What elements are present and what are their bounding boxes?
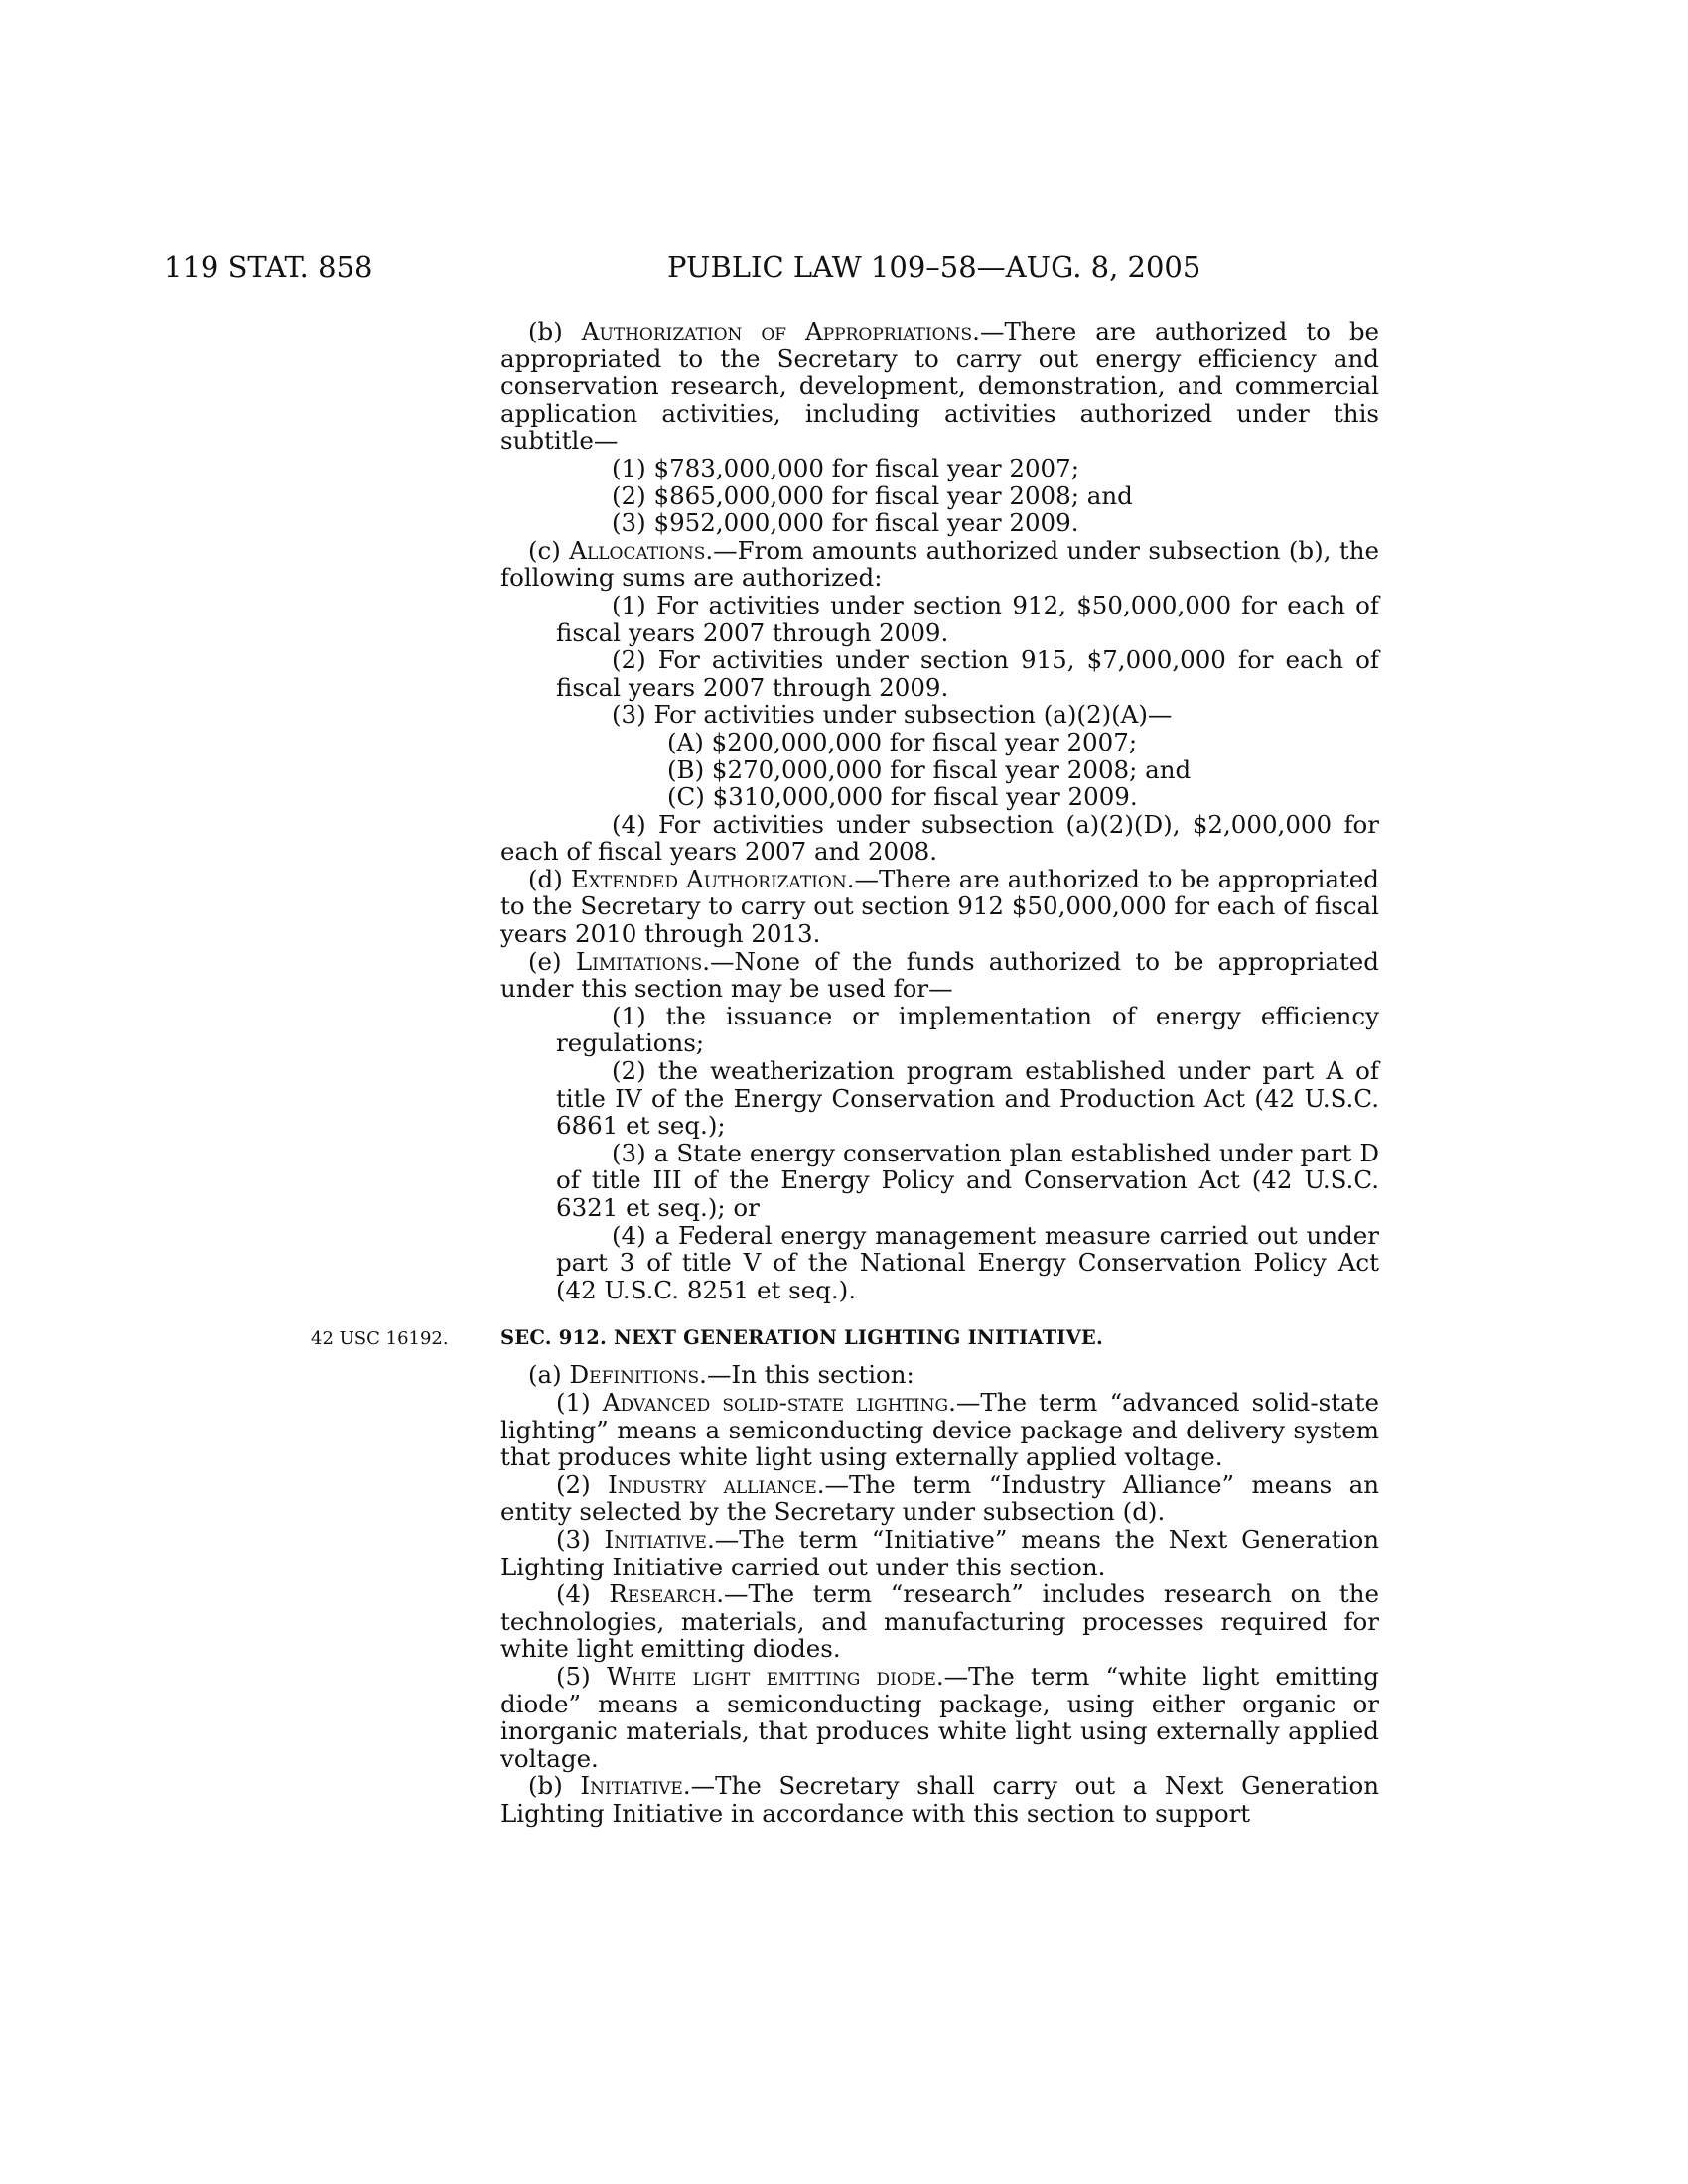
- subsection-b-heading: Authorization of Appropriations.: [581, 317, 980, 345]
- subsection-e-item-4: (4) a Federal energy management measure carried out under part 3 of title V of the National Energy Conservation Policy Act (42 U.S.C. 8251 et seq.).: [556, 1220, 1379, 1304]
- subsection-e-heading: Limitations.: [575, 946, 711, 976]
- subsection-b: (b) Authorization of Appropriations.—There are authorized to be appropriated to the Secretary to carry out energy efficiency and conservation research, development, demonstration, and commercial application activities, including activities authorized under this subtitle—: [500, 317, 1380, 456]
- definition-5: (5) White light emitting diode.—The term “white light emitting diode” means a semiconducting package, using either organic or inorganic materials, that produces white light using externally applied voltage.: [500, 1661, 1379, 1773]
- subsection-e-item-1: (1) the issuance or implementation of energy efficiency regulations;: [556, 1001, 1379, 1058]
- subsection-d-heading: Extended Authorization.: [570, 864, 855, 893]
- section-heading: SEC. 912. NEXT GENERATION LIGHTING INITIATIVE.: [500, 1326, 1103, 1350]
- subsection-c-item-3-A: (A) $200,000,000 for fiscal year 2007;: [667, 727, 1138, 756]
- subsection-c-item-1: (1) For activities under section 912, $50,000,000 for each of fiscal years 2007 through 2009.: [556, 590, 1379, 647]
- page-header: [0, 250, 1688, 290]
- subsection-e: (e) Limitations.—None of the funds authorized to be appropriated under this section may be used for—: [500, 946, 1379, 1004]
- section-912-heading-line: [311, 1321, 1379, 1350]
- sec912-subsection-a: (a) Definitions.—In this section:: [528, 1360, 914, 1390]
- subsection-b-item-3: (3) $952,000,000 for fiscal year 2009.: [612, 508, 1079, 538]
- definition-2: (2) Industry alliance.—The term “Industry Alliance” means an entity selected by the Secretary under subsection (d).: [500, 1469, 1379, 1527]
- subsection-c-item-2: (2) For activities under section 915, $7,000,000 for each of fiscal years 2007 through 2009.: [556, 645, 1379, 702]
- definition-3-heading: Initiative.: [604, 1524, 715, 1554]
- sec912-subsection-b: (b) Initiative.—The Secretary shall carry out a Next Generation Lighting Initiative in accordance with this section to support: [500, 1771, 1379, 1828]
- subsection-c-item-3: (3) For activities under subsection (a)(2)(A)—: [612, 700, 1173, 730]
- document-body: [311, 317, 1380, 1828]
- definition-1-heading: Advanced solid-state lighting.: [602, 1387, 956, 1417]
- subsection-c-item-3-C: (C) $310,000,000 for fiscal year 2009.: [667, 782, 1138, 812]
- subsection-d: (d) Extended Authorization.—There are authorized to be appropriated to the Secretary to carry out section 912 $50,000,000 for each of fiscal years 2010 through 2013.: [500, 864, 1379, 949]
- definition-1: (1) Advanced solid-state lighting.—The term “advanced solid-state lighting” means a semiconducting device package and delivery system that produces white light using externally applied voltage.: [500, 1387, 1379, 1472]
- subsection-c-heading: Allocations.: [569, 535, 714, 565]
- subsection-c-item-3-B: (B) $270,000,000 for fiscal year 2008; and: [667, 754, 1192, 784]
- subsection-b-item-1: (1) $783,000,000 for fiscal year 2007;: [612, 453, 1079, 482]
- subsection-e-item-3: (3) a State energy conservation plan established under part D of title III of the Energy Policy and Conservation Act (42 U.S.C. 6321 et seq.); or: [556, 1138, 1379, 1222]
- definition-5-heading: White light emitting diode.: [606, 1661, 944, 1691]
- definition-2-heading: Industry alliance.: [608, 1469, 825, 1499]
- subsection-b-item-2: (2) $865,000,000 for fiscal year 2008; and: [612, 480, 1133, 510]
- statute-page-number: 119 STAT. 858: [164, 250, 373, 284]
- subsection-c: (c) Allocations.—From amounts authorized under subsection (b), the following sums are authorized:: [500, 535, 1379, 593]
- subsection-e-item-2: (2) the weatherization program established under part A of title IV of the Energy Conservation and Production Act (42 U.S.C. 6861 et seq.);: [556, 1056, 1379, 1141]
- subsection-c-item-4: (4) For activities under subsection (a)(2)(D), $2,000,000 for each of fiscal years 2007 and 2008.: [500, 809, 1379, 867]
- public-law-title: PUBLIC LAW 109–58—AUG. 8, 2005: [667, 250, 1201, 284]
- definition-4-heading: Research.: [609, 1579, 724, 1609]
- usc-margin-note: 42 USC 16192.: [311, 1328, 449, 1350]
- sec912-a-heading: Definitions.: [569, 1360, 707, 1390]
- sec912-b-heading: Initiative.: [580, 1771, 691, 1801]
- definition-3: (3) Initiative.—The term “Initiative” means the Next Generation Lighting Initiative carried out under this section.: [500, 1524, 1379, 1581]
- definition-4: (4) Research.—The term “research” includes research on the technologies, materials, and manufacturing processes required for white light emitting diodes.: [500, 1579, 1379, 1664]
